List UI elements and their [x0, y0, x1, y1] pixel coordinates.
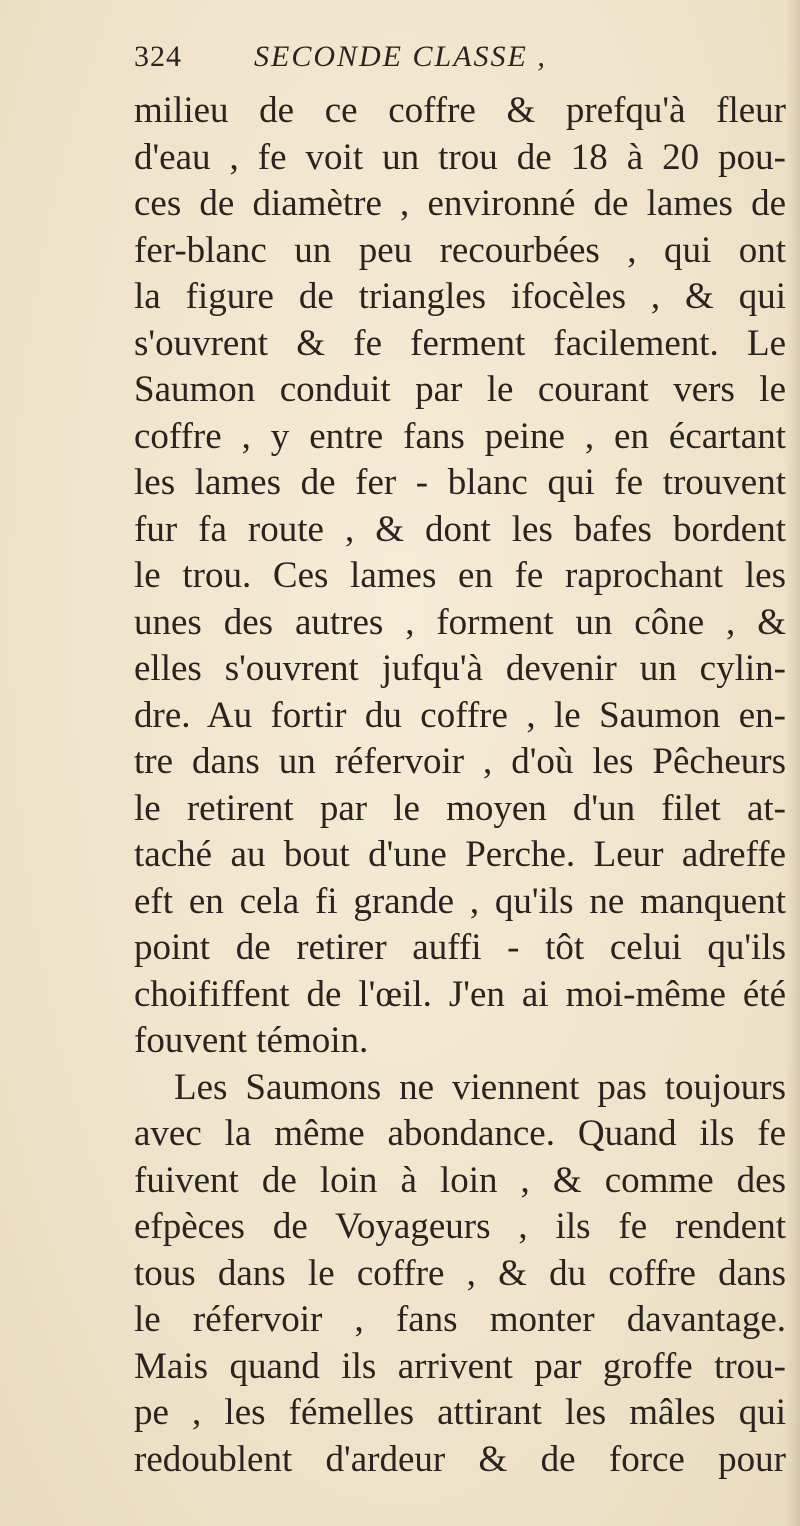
body-text — [134, 88, 786, 1483]
text-line: efpèces de Voyageurs , ils fe rendent — [134, 1206, 786, 1247]
text-line: s'ouvrent & fe ferment facilement. Le — [134, 322, 786, 364]
text-line: la figure de triangles ifocèles , & qui — [134, 276, 786, 317]
text-line: taché au bout d'une Perche. Leur adreffe — [134, 834, 786, 875]
text-line: fuivent de loin à loin , & comme des — [134, 1159, 786, 1201]
text-line: Les Saumons ne viennent pas toujours — [174, 1066, 786, 1108]
text-line: redoublent d'ardeur & de force pour — [134, 1438, 786, 1480]
text-line: fouvent témoin. — [134, 1020, 369, 1061]
text-line: coffre , y entre fans peine , en écartant — [134, 415, 786, 457]
text-line: fer-blanc un peu recourbées , qui ont — [134, 229, 786, 271]
text-line: les lames de fer - blanc qui fe trouvent — [134, 462, 786, 503]
text-line: le retirent par le moyen d'un filet at- — [134, 787, 786, 829]
paragraph-1 — [134, 88, 786, 1065]
page-edge-shadow — [786, 0, 800, 1526]
text-line: choififfent de l'œil. J'en ai moi-même été — [134, 973, 786, 1015]
text-line: ces de diamètre , environné de lames de — [134, 183, 786, 224]
text-line: Saumon conduit par le courant vers le — [134, 369, 786, 410]
text-line: eft en cela fi grande , qu'ils ne manquent — [134, 880, 786, 922]
text-line: avec la même abondance. Quand ils fe — [134, 1113, 786, 1154]
section-title: SECONDE CLASSE , — [254, 40, 547, 73]
text-line: d'eau , fe voit un trou de 18 à 20 pou- — [134, 136, 786, 178]
text-line: tous dans le coffre , & du coffre dans — [134, 1252, 786, 1294]
text-line: unes des autres , forment un cône , & — [134, 601, 786, 643]
text-line: le réfervoir , fans monter davantage. — [134, 1299, 786, 1340]
text-line: le trou. Ces lames en fe raprochant les — [134, 555, 786, 596]
text-line: pe , les fémelles attirant les mâles qui — [134, 1392, 786, 1433]
running-head — [134, 40, 694, 90]
text-line: dre. Au fortir du coffre , le Saumon en- — [134, 694, 786, 736]
text-line: elles s'ouvrent jufqu'à devenir un cylin- — [134, 648, 786, 689]
text-line: fur fa route , & dont les bafes bordent — [134, 508, 786, 550]
text-line: Mais quand ils arrivent par groffe trou- — [134, 1345, 786, 1387]
text-line: point de retirer auffi - tôt celui qu'ils — [134, 927, 786, 968]
paragraph-2 — [134, 1065, 786, 1484]
text-line: milieu de ce coffre & prefqu'à fleur — [134, 90, 786, 131]
text-line: tre dans un réfervoir , d'où les Pêcheurs — [134, 741, 786, 782]
page-number: 324 — [134, 40, 182, 73]
